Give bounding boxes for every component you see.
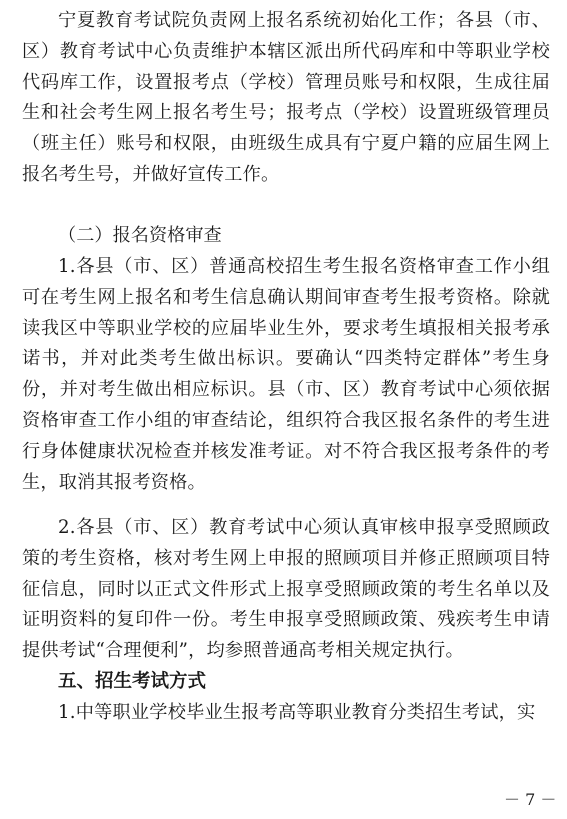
subheading-eligibility-review: （二）报名资格审查 [58, 225, 222, 246]
paragraph-registration-system: 宁夏教育考试院负责网上报名系统初始化工作；各县（市、区）教育考试中心负责维护本辖区派出所代码库和中等职业学校代码库工作，设置报考点（学校）管理员账号和权限，生成往届生和社会考生网上报名考生号；报考点（学校）设置班级管理员（班主任）账号和权限，由班级生成具有宁夏户籍的应届生网上报名考生号，并做好宣传工作。 [22, 10, 550, 185]
paragraph-eligibility-review-2: 2.各县（市、区）教育考试中心须认真审核申报享受照顾政策的考生资格，核对考生网上申报的照顾项目并修正照顾项目特征信息，同时以正式文件形式上报享受照顾政策的考生名单以及证明资料的复印件一份。考生申报享受照顾政策、残疾考生申请提供考试“合理便利”，均参照普通高考相关规定执行。 [22, 517, 550, 662]
paragraph-eligibility-review-1: 1.各县（市、区）普通高校招生考生报名资格审查工作小组可在考生网上报名和考生信息确认期间审查考生报考资格。除就读我区中等职业学校的应届毕业生外，要求考生填报相关报考承诺书，并对此类考生做出标识。要确认“四类特定群体”考生身份，并对考生做出相应标识。县（市、区）教育考试中心须依据资格审查工作小组的审查结论，组织符合我区报名条件的考生进行身体健康状况检查并核发准考证。对不符合我区报考条件的考生，取消其报考资格。 [22, 256, 550, 493]
page-number: － 7 － [504, 790, 557, 809]
paragraph-exam-method-1: 1.中等职业学校毕业生报考高等职业教育分类招生考试，实 [58, 702, 536, 723]
section-heading-exam-method: 五、招生考试方式 [58, 671, 207, 692]
